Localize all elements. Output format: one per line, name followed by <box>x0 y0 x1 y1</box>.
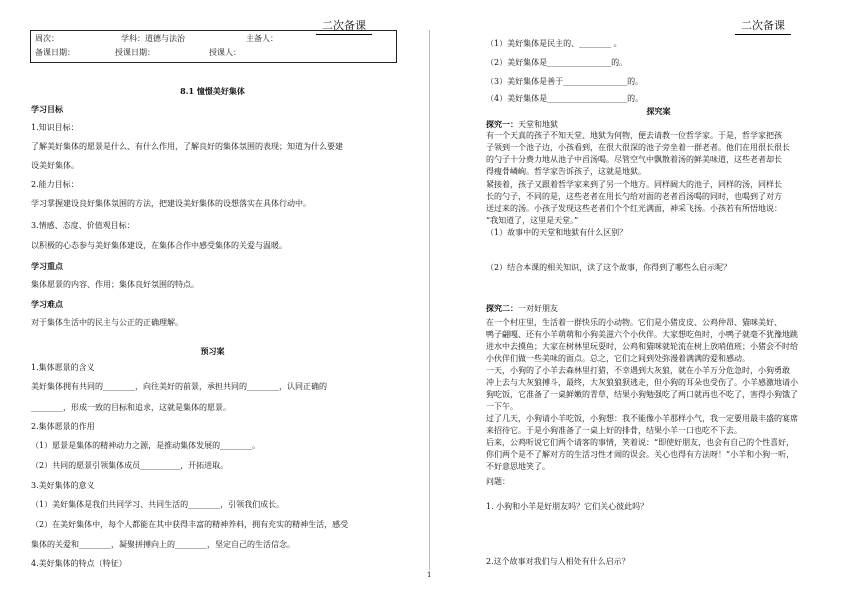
right-question-1: 1. 小狗和小羊是好朋友吗？它们关心彼此吗？ <box>486 502 649 511</box>
story1-line: 有一个天真的孩子不知天堂、地狱为何物，便去请教一位哲学家。于是，哲学家把孩 <box>486 131 782 140</box>
page-number: 1 <box>427 571 432 579</box>
preview-line: 2.集体愿景的作用 <box>31 422 95 431</box>
story2-line: 后来，公鸡听说它们两个请客的事情，笑着说：“即使好朋友，也会有自己的个性喜好， <box>486 438 795 447</box>
explore2-title-row <box>486 303 558 314</box>
story1-line: 送过来的汤。小孩子发现这些老者们个个红光满面，神采飞扬。小孩若有所悟地说： <box>486 204 782 213</box>
story2-line: 鸭子翩嘎、还有小羊萌萌和小狗美滋六个小伙伴。大家想吃鱼时，小鸭子就毫不犹豫地跳 <box>486 330 798 339</box>
story2-line: 不好意思地笑了。 <box>486 462 550 471</box>
focus-text: 集体愿景的内容、作用；集体良好氛围的特点。 <box>31 280 199 289</box>
info-teacher: 授课人： <box>209 48 241 57</box>
story2-line: 一下午。 <box>486 402 518 411</box>
question-1: （1）故事中的天堂和地狱有什么区别？ <box>486 228 628 237</box>
explore1-heading: 探究一： <box>486 119 518 129</box>
column-divider <box>429 30 430 570</box>
info-teach-date: 授课日期： <box>115 48 155 57</box>
preview-line: （2）共同的愿景引领集体成员__________，开拓进取。 <box>31 461 229 470</box>
preview-line: 美好集体拥有共同的________，向往美好的前景，承担共同的________，认同正确的 <box>31 382 327 391</box>
explore2-heading: 探究二： <box>486 303 518 313</box>
feature-line: （1）美好集体是民主的、________ 。 <box>486 39 622 48</box>
story2-line: 过了几天，小狗请小羊吃饭，小狗想：我不能像小羊那样小气，我一定要用最丰盛的宴席 <box>486 414 798 423</box>
info-preparer: 主备人： <box>246 34 278 43</box>
difficulty-heading: 学习难点 <box>31 299 63 309</box>
explore1-title: 天堂和地狱 <box>518 120 558 129</box>
story1-line: 子领到一个池子边，小孩看到，在很大很深的池子旁坐着一群老者。他们在用很长很长 <box>486 143 790 152</box>
explore-heading: 探究案 <box>646 106 671 116</box>
story2-line: 冲上去与大灰狼搏斗，最终，大灰狼狼狈逃走，但小狗的耳朵也受伤了。小羊感激地请小 <box>486 378 798 387</box>
story2-line: 在一个村庄里，生活着一群快乐的小动物。它们是小猪皮皮、公鸡仲昂、猫咪美好、 <box>486 318 782 327</box>
info-prep-date: 备课日期： <box>35 48 75 57</box>
story2-line: 小伙伴们做一些美味的面点。总之，它们之间到处弥漫着满满的爱和感动。 <box>486 354 750 363</box>
preview-line: 集体的关爱和________，凝聚拼搏向上的________，坚定自己的生活信念。 <box>31 540 295 549</box>
story1-line: “我知道了，这里是天堂。” <box>486 216 579 225</box>
questions-label: 问题： <box>486 477 510 486</box>
goal-line: 设美好集体。 <box>31 161 79 170</box>
story1-line: 得瘦骨嶙峋。哲学家告诉孩子，这就是地狱。 <box>486 167 646 176</box>
focus-heading: 学习重点 <box>31 261 63 271</box>
preview-line: ________，形成一致的目标和追求，这就是集体的愿景。 <box>31 403 231 412</box>
preview-line: 3.美好集体的意义 <box>31 481 95 490</box>
difficulty-text: 对于集体生活中的民主与公正的正确理解。 <box>31 318 183 327</box>
goal-line: 了解美好集体的愿景是什么、有什么作用，了解良好的集体氛围的表现；知道为什么要建 <box>31 142 343 151</box>
preview-line: （1）美好集体是我们共同学习、共同生活的________，引领我们成长。 <box>31 500 285 509</box>
preview-line: （1）愿景是集体的精神动力之源，是推动集体发展的________。 <box>31 441 261 450</box>
story2-line: 来招待它。于是小狗准备了一桌上好的排骨，结果小羊一口也吃不下去。 <box>486 426 742 435</box>
explore1-title-row <box>486 119 558 130</box>
info-subject: 学科：道德与法治 <box>121 34 185 43</box>
story2-line: 狗吃饭，它准备了一桌鲜嫩的青草，结果小狗勉强吃了两口就再也不吃了，害得小狗饿了 <box>486 390 798 399</box>
feature-line: （3）美好集体是善于________________的。 <box>486 77 644 86</box>
goal-line: 学习掌握建设良好集体氛围的方法，把建设美好集体的设想落实在具体行动中。 <box>31 199 311 208</box>
story1-line: 长的勺子，不同的是，这些老者在用长勺给对面的老者舀汤喝的同时，也喝到了对方 <box>486 192 782 201</box>
preview-line: （2）在美好集体中，每个人都能在其中获得丰富的精神养料，拥有充实的精神生活，感受 <box>31 520 349 529</box>
left-revision-header: 二次备课 <box>316 17 372 35</box>
story2-line: 进水中去摸鱼；大家在树林里玩耍时，公鸡和猫咪就轮流在树上放哨值班；小猪会不时给 <box>486 342 798 351</box>
goals-heading: 学习目标 <box>31 104 63 114</box>
goal-line: 以积极的心态参与美好集体建设，在集体合作中感受集体的关爱与温暖。 <box>31 241 287 250</box>
question-2: （2）结合本课的相关知识，读了这个故事，你得到了哪些么启示呢？ <box>486 263 732 272</box>
right-question-2: 2.这个故事对我们与人相处有什么启示？ <box>486 557 630 566</box>
lesson-info-box <box>30 30 397 63</box>
right-revision-header: 二次备课 <box>735 17 791 35</box>
story2-line: 一天，小狗的了小羊去森林里打猎，不幸遇到大灰狼，就在小羊万分危急时，小狗勇敢 <box>486 366 790 375</box>
preview-line: 1.集体愿景的含义 <box>31 363 95 372</box>
explore2-title: 一对好朋友 <box>518 304 558 313</box>
info-week: 周次： <box>35 34 59 43</box>
goal-line: 3.情感、态度、价值观目标： <box>31 221 135 230</box>
story1-line: 紧接着，孩子又跟着哲学家来到了另一个地方。同样阔大的池子，同样的汤，同样长 <box>486 180 782 189</box>
lesson-title: 8.1 憧憬美好集体 <box>180 86 245 96</box>
preview-heading: 预习案 <box>200 346 225 356</box>
feature-line: （2）美好集体是________________的。 <box>486 58 628 67</box>
story2-line: 你们两个是不了解对方的生活习性才闹的误会。关心也得有方法呀！”小羊和小狗一听， <box>486 450 795 459</box>
preview-line: 4.美好集体的特点（特征） <box>31 559 127 568</box>
goal-line: 1.知识目标： <box>31 123 79 132</box>
story1-line: 的勺子十分费力地从池子中舀汤喝。尽管空气中飘散着汤的鲜美味道，这些老者却长 <box>486 155 782 164</box>
goal-line: 2.能力目标： <box>31 180 79 189</box>
feature-line: （4）美好集体是____________________的。 <box>486 94 644 103</box>
